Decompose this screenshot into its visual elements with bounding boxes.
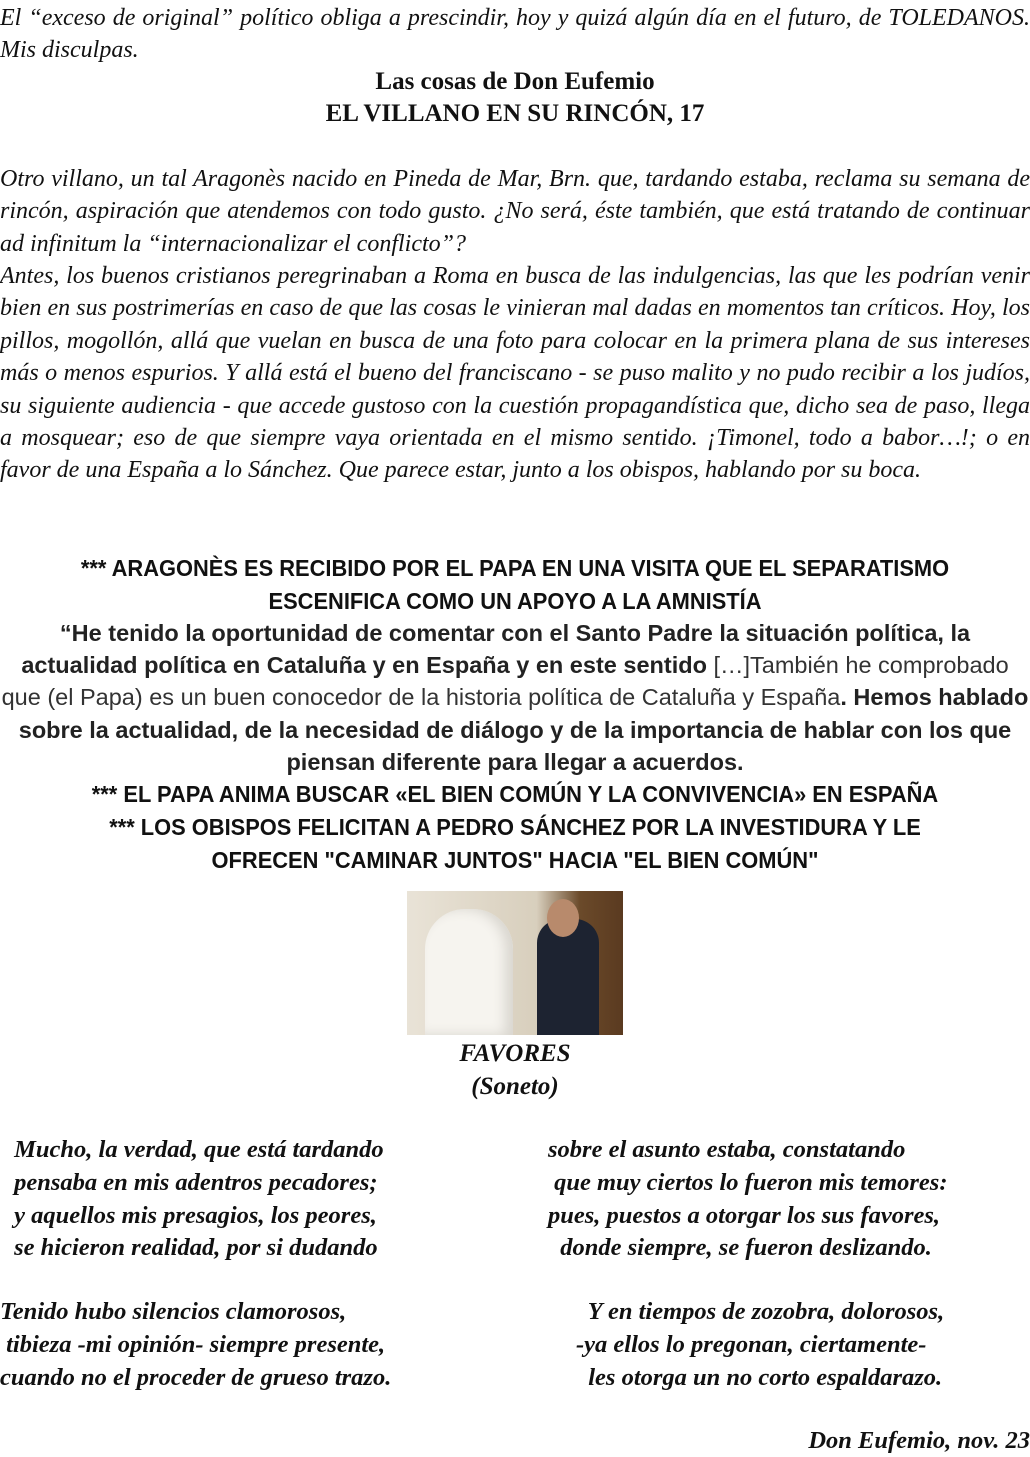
signature: Don Eufemio, nov. 23 xyxy=(808,1427,1030,1454)
column-subtitle: EL VILLANO EN SU RINCÓN, 17 xyxy=(325,100,705,127)
column-title: Las cosas de Don Eufemio xyxy=(375,68,655,95)
poem-quatrain-2: sobre el asunto estaba, constatando que muy ciertos lo fueron mis temores: pues, puestos a otorgar los sus favores, donde siempre, se fueron deslizando. xyxy=(548,1136,948,1262)
poem-quatrain-1: Mucho, la verdad, que está tardando pensaba en mis adentros pecadores; y aquellos mis presagios, los peores, se hicieron realidad, por si dudando xyxy=(14,1136,384,1262)
poem-subtitle: (Soneto) xyxy=(471,1073,559,1100)
headline-obispos: *** LOS OBISPOS FELICITAN A PEDRO SÁNCHEZ POR LA INVESTIDURA Y LE OFRECEN "CAMINAR JUNTOS" HACIA "EL BIEN COMÚN" xyxy=(109,814,921,873)
quote xyxy=(0,617,1030,778)
poem-tercet-1: Tenido hubo silencios clamorosos, tibieza -mi opinión- siempre presente, cuando no el proceder de grueso trazo. xyxy=(0,1298,392,1391)
quote-normal: […]También he comprobado que (el Papa) es un buen conocedor de la historia política de Cataluña y España xyxy=(1,652,1009,711)
headline-aragones: *** ARAGONÈS ES RECIBIDO POR EL PAPA EN UNA VISITA QUE EL SEPARATISMO ESCENIFICA COMO UN APOYO A LA AMNISTÍA xyxy=(80,555,950,614)
man-figure xyxy=(537,919,599,1035)
poem-tercet-2: Y en tiempos de zozobra, dolorosos, -ya ellos lo pregonan, ciertamente- les otorga un no corto espaldarazo. xyxy=(576,1298,945,1391)
pope-figure xyxy=(425,909,513,1035)
headline-papa: *** EL PAPA ANIMA BUSCAR «EL BIEN COMÚN Y LA CONVIVENCIA» EN ESPAÑA xyxy=(91,781,939,807)
paragraph-1: Otro villano, un tal Aragonès nacido en Pineda de Mar, Brn. que, tardando estaba, reclama su semana de rincón, aspiración que atendemos con todo gusto. ¿No será, éste también, que está tratando de continuar ad infinitum la “internacionalizar el conflicto”? xyxy=(0,166,1030,257)
poem-title: FAVORES xyxy=(459,1040,571,1067)
quote-bold-2: . Hemos hablado sobre la actualidad, de la necesidad de diálogo y de la importancia de hablar con los que piensan diferente para llegar a acuerdos. xyxy=(18,684,1029,775)
man-head xyxy=(547,899,579,937)
paragraph-2: Antes, los buenos cristianos peregrinaban a Roma en busca de las indulgencias, las que les podrían venir bien en sus postrimerías en caso de que las cosas le vinieran mal dadas en momentos tan críticos. Hoy, los pillos, mogollón, allá que vuelan en busca de una foto para colocar en la primera plana de sus intereses más o menos espurios. Y allá está el bueno del franciscano - se puso malito y no pudo recibir a los judíos, su siguiente audiencia - que accede gustoso con la cuestión propagandística que, dicho sea de paso, llega a mosquear; eso de que siempre vaya orientada en el mismo sentido. ¡Timonel, todo a babor…!; o en favor de una España a lo Sánchez. Que parece estar, junto a los obispos, hablando por su boca. xyxy=(0,263,1030,484)
photo-pope-aragones xyxy=(407,891,623,1035)
quote-bold-1: “He tenido la oportunidad de comentar con el Santo Padre la situación política, la actualidad política en Cataluña y en España y en este sentido xyxy=(21,620,971,679)
intro-note: El “exceso de original” político obliga a prescindir, hoy y quizá algún día en el futuro, de TOLEDANOS. Mis disculpas. xyxy=(0,5,1030,64)
